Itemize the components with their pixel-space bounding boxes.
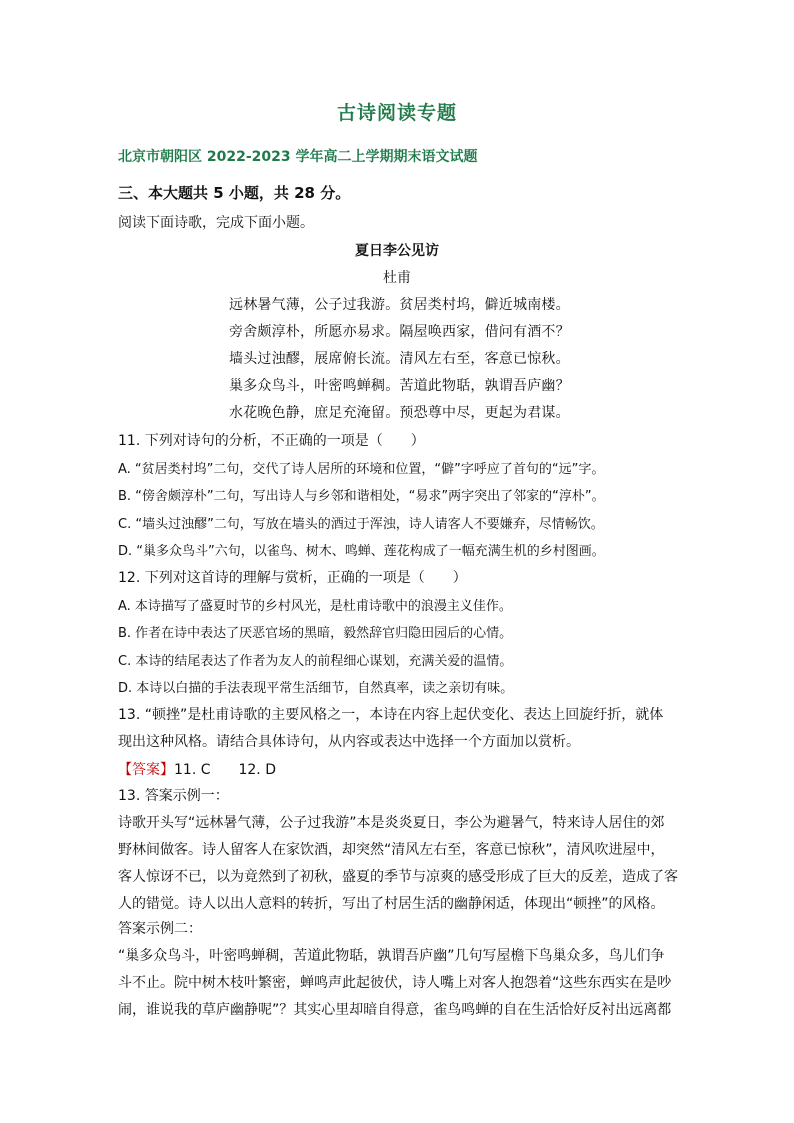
- answer-tag: 【答案】: [118, 762, 174, 778]
- answer-paragraph-line: 客人惊讶不已，以为竟然到了初秋，盛夏的季节与凉爽的感受形成了巨大的反差，造成了客: [118, 869, 678, 885]
- q12-option-d: D. 本诗以白描的手法表现平常生活细节，自然真率，读之亲切有味。: [118, 681, 514, 696]
- poem-line: 旁舍颇淳朴，所愿亦易求。隔屋唤西家，借问有酒不？: [229, 324, 570, 340]
- answer-paragraph-line: 人的错觉。诗人以出人意料的转折，写出了村居生活的幽静闲适，体现出“顿挫”的风格。: [118, 896, 665, 912]
- answer-example-2-label: 答案示例二：: [118, 921, 202, 937]
- instruction-text: 阅读下面诗歌，完成下面小题。: [118, 215, 314, 231]
- q12-option-b: B. 作者在诗中表达了厌恶官场的黑暗，毅然辞官归隐田园后的心情。: [118, 626, 513, 641]
- answer-paragraph-line: 野林间做客。诗人留客人在家饮酒，却突然“清风左右至，客意已惊秋”，清风吹进屋中，: [118, 842, 665, 858]
- answer-values: 11. C 12. D: [174, 762, 276, 778]
- section-header: 三、本大题共 5 小题，共 28 分。: [118, 184, 351, 202]
- q12-option-c: C. 本诗的结尾表达了作者为友人的前程细心谋划，充满关爱的温情。: [118, 654, 513, 669]
- q11-option-b: B. “傍舍颇淳朴”二句，写出诗人与乡邻和谐相处，“易求”两字突出了邻家的“淳朴”。: [118, 489, 605, 504]
- poem-author: 杜甫: [383, 270, 411, 286]
- poem-line: 水花晚色静，庶足充淹留。预恐尊中尽，更起为君谋。: [229, 405, 570, 421]
- question-12-stem: 12. 下列对这首诗的理解与赏析，正确的一项是（ ）: [118, 570, 467, 586]
- poem-title: 夏日李公见访: [355, 243, 439, 259]
- q11-option-c: C. “墙头过浊醪”二句，写放在墙头的酒过于浑浊，诗人请客人不要嫌弃，尽情畅饮。: [118, 517, 604, 532]
- q11-option-a: A. “贫居类村坞”二句，交代了诗人居所的环境和位置，“僻”字呼应了首句的“远”字。: [118, 462, 605, 477]
- poem-line: 墙头过浊醪，展席俯长流。清风左右至，客意已惊秋。: [229, 351, 570, 367]
- answer-line: [118, 759, 276, 779]
- exam-source: 北京市朝阳区 2022-2023 学年高二上学期期末语文试题: [118, 149, 478, 165]
- poem-line: 巢多众鸟斗，叶密鸣蝉稠。苦道此物聒，孰谓吾庐幽？: [229, 378, 570, 394]
- q11-option-d: D. “巢多众鸟斗”六句，以雀鸟、树木、鸣蝉、莲花构成了一幅充满生机的乡村图画。: [118, 544, 605, 559]
- question-13-line: 13. “顿挫”是杜甫诗歌的主要风格之一，本诗在内容上起伏变化、表达上回旋纡折，就体: [118, 707, 664, 723]
- question-13-line: 现出这种风格。请结合具体诗句，从内容或表达中选择一个方面加以赏析。: [118, 734, 580, 750]
- answer-paragraph-line: 诗歌开头写“远林暑气薄，公子过我游”本是炎炎夏日，李公为避暑气，特来诗人居住的郊: [118, 815, 665, 831]
- answer-13-label: 13. 答案示例一：: [118, 788, 229, 804]
- answer-paragraph-line: “巢多众鸟斗，叶密鸣蝉稠，苦道此物聒，孰谓吾庐幽”几句写屋檐下鸟巢众多，鸟儿们争: [118, 948, 665, 964]
- q12-option-a: A. 本诗描写了盛夏时节的乡村风光，是杜甫诗歌中的浪漫主义佳作。: [118, 599, 512, 614]
- answer-paragraph-line: 闹，谁说我的草庐幽静呢”？其实心里却暗自得意，雀鸟鸣蝉的自在生活恰好反衬出远离都: [118, 1002, 672, 1018]
- answer-paragraph-line: 斗不止。院中树木枝叶繁密，蝉鸣声此起彼伏，诗人嘴上对客人抱怨着“这些东西实在是吵: [118, 975, 672, 991]
- page-title: 古诗阅读专题: [336, 102, 457, 124]
- poem-line: 远林暑气薄，公子过我游。贫居类村坞，僻近城南楼。: [229, 297, 570, 313]
- question-11-stem: 11. 下列对诗句的分析，不正确的一项是（ ）: [118, 433, 425, 449]
